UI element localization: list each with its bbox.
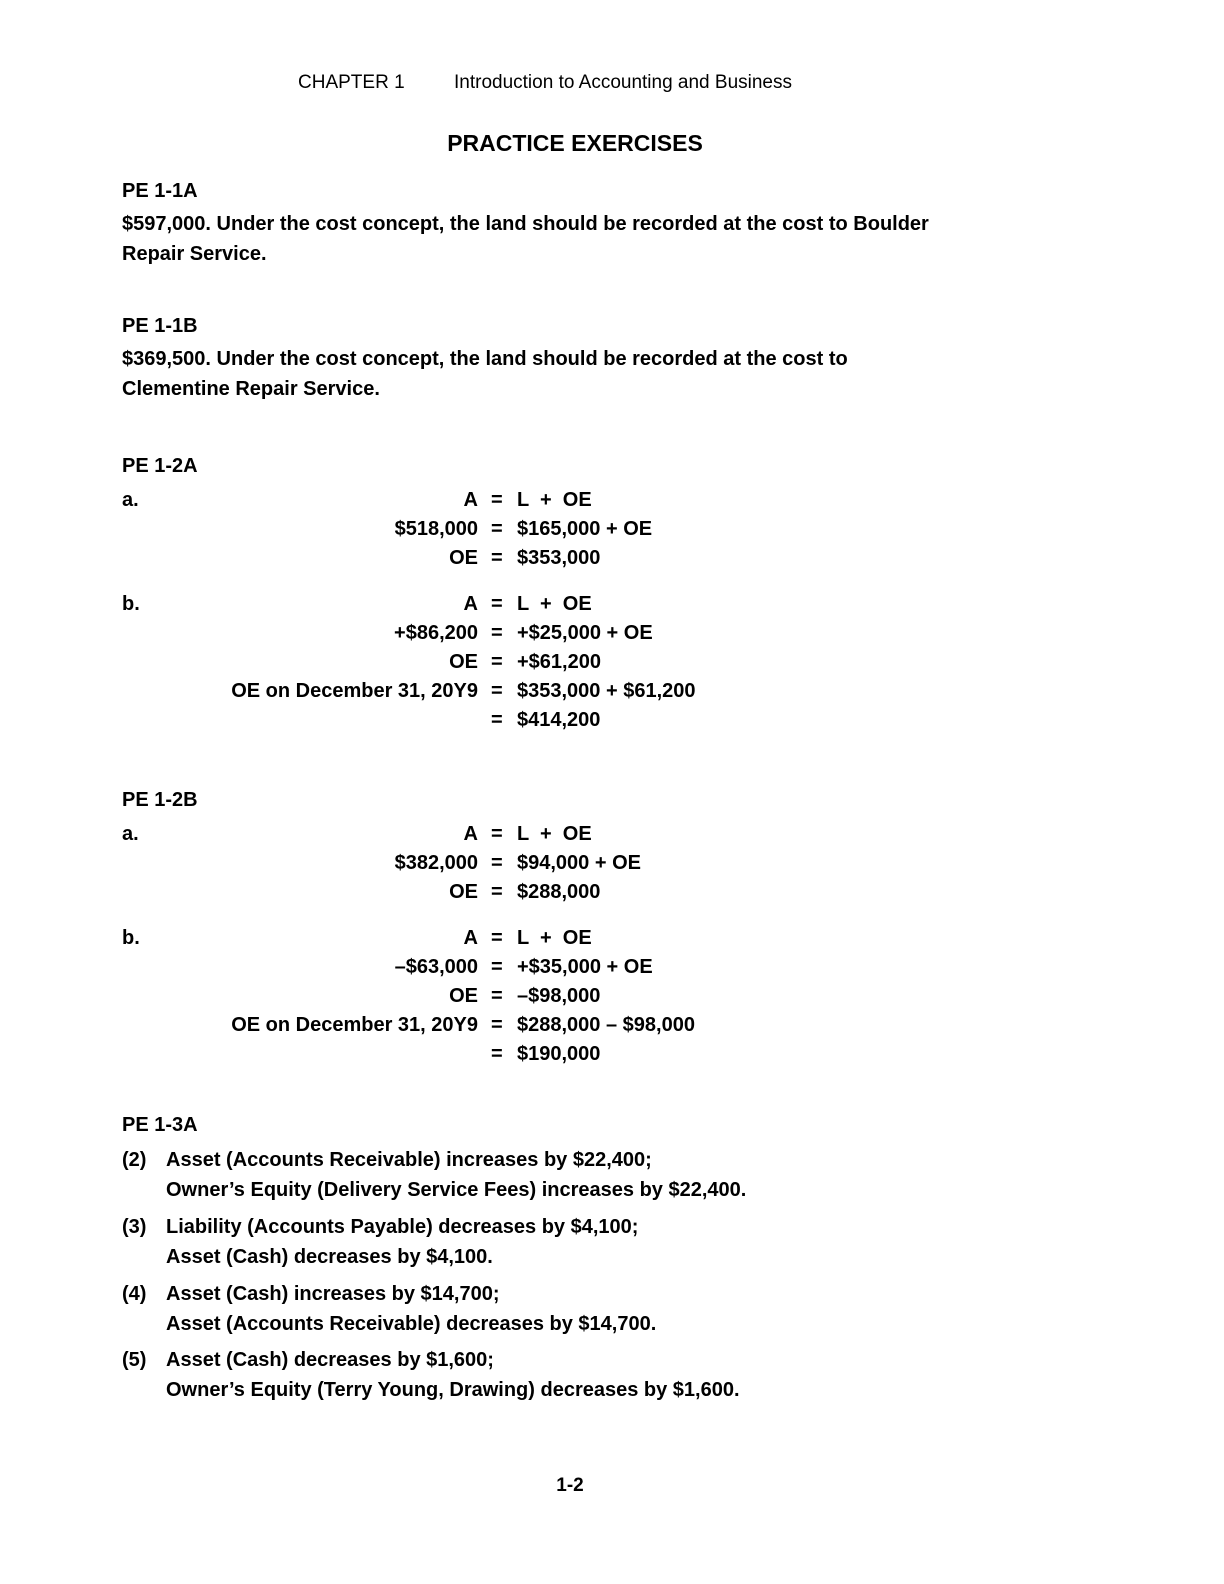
item-number: (2) [122,1149,147,1171]
item-line: Asset (Accounts Receivable) decreases by $14,700. [166,1313,657,1335]
equation-rhs: +$25,000 + OE [517,622,653,644]
equals-sign: = [491,593,503,615]
exercise-heading-pe-1-2b: PE 1-2B [122,789,198,811]
exercise-heading-pe-1-3a: PE 1-3A [122,1114,198,1136]
exercise-answer-pe-1-1b [122,344,1022,404]
part-label-a: a. [122,489,139,511]
equation-rhs: $353,000 + $61,200 [517,680,696,702]
equation-lhs: OE on December 31, 20Y9 [231,680,478,702]
item-line: Liability (Accounts Payable) decreases by $4,100; [166,1216,639,1238]
equals-sign: = [491,489,503,511]
equation-lhs: –$63,000 [394,956,478,978]
equation-rhs: $94,000 + OE [517,852,641,874]
equation-lhs: A [463,489,478,511]
equation-row [0,547,1224,575]
equals-sign: = [491,1014,503,1036]
answer-line: Clementine Repair Service. [122,378,380,400]
equation-lhs: OE on December 31, 20Y9 [231,1014,478,1036]
equals-sign: = [491,956,503,978]
equation-row [0,881,1224,909]
equation-lhs: $518,000 [394,518,478,540]
chapter-label: CHAPTER 1 [298,72,405,93]
equation-lhs: OE [449,547,478,569]
equation-lhs: +$86,200 [394,622,478,644]
equation-rhs: +$61,200 [517,651,601,673]
part-label-b: b. [122,927,140,949]
part-label-b: b. [122,593,140,615]
page-title: PRACTICE EXERCISES [447,130,703,156]
equation-row [0,823,1224,851]
equation-lhs: OE [449,985,478,1007]
equation-rhs: L + OE [517,823,592,845]
item-text [166,1212,638,1272]
equals-sign: = [491,1043,503,1065]
equals-sign: = [491,518,503,540]
item-line: Asset (Cash) increases by $14,700; [166,1283,500,1305]
equation-lhs: A [463,927,478,949]
equals-sign: = [491,709,503,731]
item-line: Owner’s Equity (Delivery Service Fees) increases by $22,400. [166,1179,747,1201]
equation-lhs: OE [449,651,478,673]
equation-rhs: $353,000 [517,547,601,569]
equation-row [0,852,1224,880]
equals-sign: = [491,651,503,673]
equals-sign: = [491,547,503,569]
answer-line: Repair Service. [122,243,267,265]
equals-sign: = [491,823,503,845]
equation-row [0,1014,1224,1042]
equation-row [0,489,1224,517]
part-label-a: a. [122,823,139,845]
equation-rhs: L + OE [517,489,592,511]
equation-lhs: A [463,823,478,845]
item-number: (5) [122,1349,147,1371]
equals-sign: = [491,985,503,1007]
equation-row [0,680,1224,708]
equation-lhs: $382,000 [394,852,478,874]
equation-rhs: $165,000 + OE [517,518,653,540]
item-line: Owner’s Equity (Terry Young, Drawing) decreases by $1,600. [166,1379,740,1401]
equation-lhs: OE [449,881,478,903]
answer-line: $597,000. Under the cost concept, the land should be recorded at the cost to Boulder [122,213,929,235]
equation-lhs: A [463,593,478,615]
equation-rhs: L + OE [517,593,592,615]
equals-sign: = [491,927,503,949]
equation-rhs: $288,000 [517,881,601,903]
exercise-heading-pe-1-1a: PE 1-1A [122,180,198,202]
equation-row [0,956,1224,984]
equation-row [0,593,1224,621]
item-text [166,1145,746,1205]
equals-sign: = [491,852,503,874]
item-line: Asset (Accounts Receivable) increases by $22,400; [166,1149,652,1171]
equals-sign: = [491,680,503,702]
equals-sign: = [491,881,503,903]
answer-line: $369,500. Under the cost concept, the land should be recorded at the cost to [122,348,848,370]
equation-row [0,518,1224,546]
equation-row [0,622,1224,650]
equation-rhs: –$98,000 [517,985,601,1007]
equation-rhs: $190,000 [517,1043,601,1065]
exercise-heading-pe-1-2a: PE 1-2A [122,455,198,477]
item-number: (3) [122,1216,147,1238]
equation-rhs: +$35,000 + OE [517,956,653,978]
page-number: 1-2 [556,1475,584,1496]
item-text [166,1279,656,1339]
equation-rhs: $414,200 [517,709,601,731]
equation-rhs: $288,000 – $98,000 [517,1014,695,1036]
equation-row [0,651,1224,679]
item-number: (4) [122,1283,147,1305]
exercise-answer-pe-1-1a [122,209,1022,269]
equation-row [0,985,1224,1013]
exercise-heading-pe-1-1b: PE 1-1B [122,315,198,337]
item-text [166,1345,740,1405]
chapter-title: Introduction to Accounting and Business [454,72,793,93]
equals-sign: = [491,622,503,644]
equation-row [0,709,1224,737]
equation-row [0,927,1224,955]
equation-rhs: L + OE [517,927,592,949]
equation-row [0,1043,1224,1071]
item-line: Asset (Cash) decreases by $4,100. [166,1246,493,1268]
item-line: Asset (Cash) decreases by $1,600; [166,1349,494,1371]
